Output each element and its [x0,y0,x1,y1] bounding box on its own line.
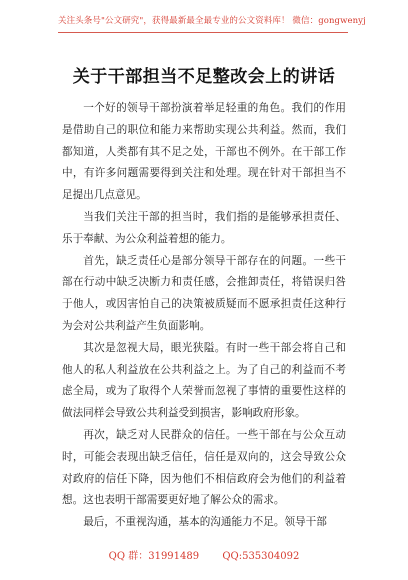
body-paragraph: 再次，缺乏对人民群众的信任。一些干部在与公众互动时，可能会表现出缺乏信任，信任是双向的，这会导致公众对政府的信任下降，因为他们不相信政府会为他们的利益着想。这也表明干部需要更好地了解公众的需求。 [62,428,346,507]
header-banner: 关注头条号"公文研究"，获得最新最全最专业的公文资料库！ 微信：gongwenyj [58,16,366,26]
body-paragraph: 其次是忽视大局，眼光狭隘。有时一些干部会将自己和他人的私人利益放在公共利益之上。为了自己的利益而不考虑全局，或为了取得个人荣誉而忽视了事情的重要性这样的做法同样会导致公共利益受到损害，影响政府形象。 [62,341,346,420]
body-paragraph: 最后，不重视沟通，基本的沟通能力不足。领导干部 [83,516,327,529]
document-body [62,98,346,534]
body-paragraph: 当我们关注干部的担当时，我们指的是能够承担责任、乐于奉献、为公众利益着想的能力。 [62,210,346,245]
footer-qq-group: QQ 群：31991489 [108,551,200,562]
body-paragraph: 一个好的领导干部扮演着举足轻重的角色。我们的作用是借助自己的职位和能力来帮助实现公共利益。然而，我们都知道，人类都有其不足之处，干部也不例外。在干部工作中，有许多问题需要得到关注和处理。现在针对干部担当不足提出几点意见。 [62,102,346,202]
document-title: 关于干部担当不足整改会上的讲话 [72,67,336,87]
footer-qq: QQ:535304092 [222,551,300,562]
page-footer [0,547,408,562]
header-divider [58,32,348,33]
body-paragraph: 首先，缺乏责任心是部分领导干部存在的问题。一些干部在行动中缺乏决断力和责任感，会推卸责任，将错误归咎于他人，或因害怕自己的决策被质疑而不愿承担责任这种行为会对公共利益产生负面影响。 [62,254,346,332]
